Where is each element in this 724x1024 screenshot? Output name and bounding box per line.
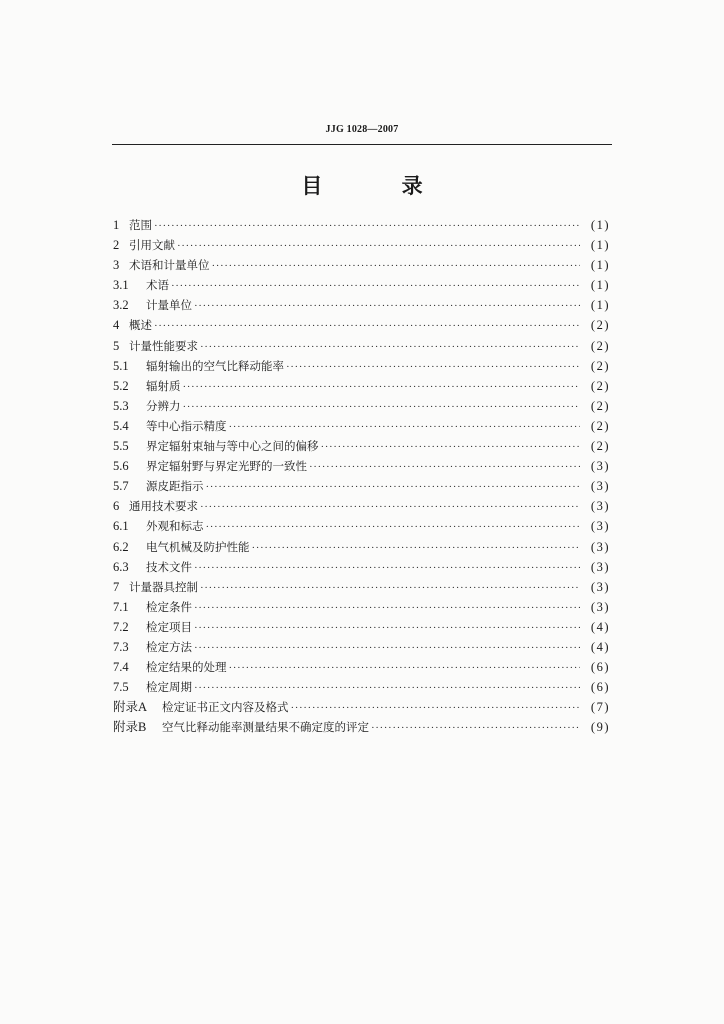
page-title: 目 录 xyxy=(301,174,459,198)
toc-entry-title: 计量器具控制 xyxy=(129,579,198,594)
dot-leader xyxy=(291,698,581,718)
table-of-contents xyxy=(113,215,610,737)
toc-entry-number: 6 xyxy=(113,499,120,514)
toc-entry-page: (6) xyxy=(590,680,610,695)
dot-leader xyxy=(321,437,581,457)
toc-entry-number: 6.1 xyxy=(113,519,129,534)
toc-entry-title: 检定条件 xyxy=(146,599,192,614)
toc-entry-title: 分辨力 xyxy=(146,398,181,413)
header-rule xyxy=(112,144,612,145)
toc-entry-page: (2) xyxy=(590,318,610,333)
toc-entry-number: 5.3 xyxy=(113,398,129,413)
toc-entry xyxy=(113,235,610,255)
toc-entry-title: 等中心指示精度 xyxy=(146,418,227,433)
dot-leader xyxy=(200,578,580,598)
dot-leader xyxy=(229,658,581,678)
toc-entry-number: 7.5 xyxy=(113,680,129,695)
toc-entry-number: 7.2 xyxy=(113,619,129,634)
dot-leader xyxy=(183,377,581,397)
toc-entry-number: 6.3 xyxy=(113,559,129,574)
dot-leader xyxy=(229,417,581,437)
toc-entry-page: (1) xyxy=(590,278,610,293)
toc-entry-page: (3) xyxy=(590,459,610,474)
toc-entry-title: 辐射质 xyxy=(146,378,181,393)
dot-leader xyxy=(183,397,581,417)
toc-entry xyxy=(113,255,610,275)
toc-entry-number: 5.4 xyxy=(113,418,129,433)
toc-entry-number: 3.1 xyxy=(113,278,129,293)
toc-entry-page: (2) xyxy=(590,338,610,353)
dot-leader xyxy=(194,296,580,316)
toc-entry-title: 术语和计量单位 xyxy=(129,258,210,273)
toc-entry-page: (3) xyxy=(590,559,610,574)
toc-entry-title: 引用文献 xyxy=(129,238,175,253)
toc-entry-title: 范围 xyxy=(129,218,152,232)
toc-entry-title: 辐射输出的空气比释动能率 xyxy=(146,358,284,373)
toc-entry-number: 6.2 xyxy=(113,539,129,554)
toc-entry-number: 4 xyxy=(113,318,120,333)
toc-entry-number: 5.6 xyxy=(113,459,129,474)
toc-entry-page: (1) xyxy=(590,298,610,313)
dot-leader xyxy=(371,718,580,738)
dot-leader xyxy=(206,517,581,537)
toc-entry-number: 7.4 xyxy=(113,660,129,675)
toc-entry xyxy=(113,637,610,657)
toc-entry-page: (1) xyxy=(590,258,610,273)
toc-entry-number: 5.7 xyxy=(113,479,129,494)
toc-entry xyxy=(113,376,610,396)
toc-entry-page: (3) xyxy=(590,479,610,494)
toc-entry-page: (4) xyxy=(590,639,610,654)
toc-entry xyxy=(113,275,610,295)
toc-entry xyxy=(113,416,610,436)
toc-entry-page: (3) xyxy=(590,519,610,534)
toc-entry-page: (4) xyxy=(590,619,610,634)
dot-leader xyxy=(200,337,580,357)
toc-entry-title: 检定结果的处理 xyxy=(146,660,227,675)
dot-leader xyxy=(171,276,580,296)
toc-entry-page: (6) xyxy=(590,660,610,675)
toc-entry-number: 5 xyxy=(113,338,120,353)
toc-entry-page: (3) xyxy=(590,599,610,614)
toc-entry-page: (3) xyxy=(590,499,610,514)
toc-entry xyxy=(113,476,610,496)
toc-entry-title: 检定周期 xyxy=(146,680,192,695)
toc-entry xyxy=(113,677,610,697)
dot-leader xyxy=(194,638,580,658)
toc-entry-page: (2) xyxy=(590,378,610,393)
toc-entry-title: 检定方法 xyxy=(146,639,192,654)
toc-entry-page: (9) xyxy=(590,720,610,735)
dot-leader xyxy=(194,678,580,698)
dot-leader xyxy=(200,497,580,517)
toc-entry-number: 5.1 xyxy=(113,358,129,373)
toc-entry-page: (1) xyxy=(590,218,610,232)
dot-leader xyxy=(194,558,580,578)
toc-entry-page: (2) xyxy=(590,439,610,454)
toc-entry xyxy=(113,597,610,617)
toc-entry xyxy=(113,717,610,737)
toc-entry-title: 计量单位 xyxy=(146,298,192,313)
dot-leader xyxy=(252,538,581,558)
toc-entry-page: (2) xyxy=(590,398,610,413)
toc-entry xyxy=(113,577,610,597)
dot-leader xyxy=(286,357,580,377)
toc-entry-title: 通用技术要求 xyxy=(129,499,198,514)
toc-entry xyxy=(113,295,610,315)
toc-entry xyxy=(113,356,610,376)
toc-entry xyxy=(113,557,610,577)
toc-entry-title: 电气机械及防护性能 xyxy=(146,539,250,554)
toc-entry-page: (3) xyxy=(590,539,610,554)
toc-entry-title: 检定项目 xyxy=(146,619,192,634)
toc-entry-number: 1 xyxy=(113,218,120,232)
dot-leader xyxy=(154,316,580,336)
dot-leader xyxy=(194,618,580,638)
toc-entry-number: 3 xyxy=(113,258,120,273)
toc-entry-number: 附录A xyxy=(113,700,148,715)
toc-entry-number: 3.2 xyxy=(113,298,129,313)
toc-entry-title: 外观和标志 xyxy=(146,519,204,534)
toc-entry-title: 空气比释动能率测量结果不确定度的评定 xyxy=(162,720,369,735)
dot-leader xyxy=(206,477,581,497)
toc-entry-title: 检定证书正文内容及格式 xyxy=(162,700,289,715)
toc-entry-number: 7.1 xyxy=(113,599,129,614)
toc-entry-title: 技术文件 xyxy=(146,559,192,574)
toc-entry-title: 界定辐射束轴与等中心之间的偏移 xyxy=(146,439,319,454)
toc-entry-number: 7.3 xyxy=(113,639,129,654)
toc-entry xyxy=(113,396,610,416)
toc-entry-title: 源皮距指示 xyxy=(146,479,204,494)
dot-leader xyxy=(154,216,580,236)
toc-entry-number: 附录B xyxy=(113,720,147,735)
toc-entry xyxy=(113,436,610,456)
toc-entry-title: 概述 xyxy=(129,318,152,333)
toc-entry-page: (2) xyxy=(590,358,610,373)
toc-entry xyxy=(113,657,610,677)
standard-code-header: JJG 1028—2007 xyxy=(325,124,399,135)
toc-entry xyxy=(113,456,610,476)
toc-entry xyxy=(113,617,610,637)
toc-entry-page: (2) xyxy=(590,418,610,433)
toc-entry xyxy=(113,516,610,536)
toc-entry-title: 计量性能要求 xyxy=(129,338,198,353)
toc-entry-page: (1) xyxy=(590,238,610,253)
dot-leader xyxy=(177,236,580,256)
toc-entry-title: 界定辐射野与界定光野的一致性 xyxy=(146,459,307,474)
toc-entry xyxy=(113,215,610,235)
dot-leader xyxy=(309,457,580,477)
dot-leader xyxy=(194,598,580,618)
toc-entry-title: 术语 xyxy=(146,278,169,293)
toc-entry-page: (3) xyxy=(590,579,610,594)
toc-entry-page: (7) xyxy=(590,700,610,715)
toc-entry xyxy=(113,496,610,516)
toc-entry xyxy=(113,315,610,335)
toc-entry xyxy=(113,336,610,356)
toc-entry xyxy=(113,697,610,717)
dot-leader xyxy=(212,256,581,276)
toc-entry xyxy=(113,537,610,557)
toc-entry-number: 5.5 xyxy=(113,439,129,454)
toc-entry-number: 7 xyxy=(113,579,120,594)
toc-entry-number: 2 xyxy=(113,238,120,253)
toc-entry-number: 5.2 xyxy=(113,378,129,393)
